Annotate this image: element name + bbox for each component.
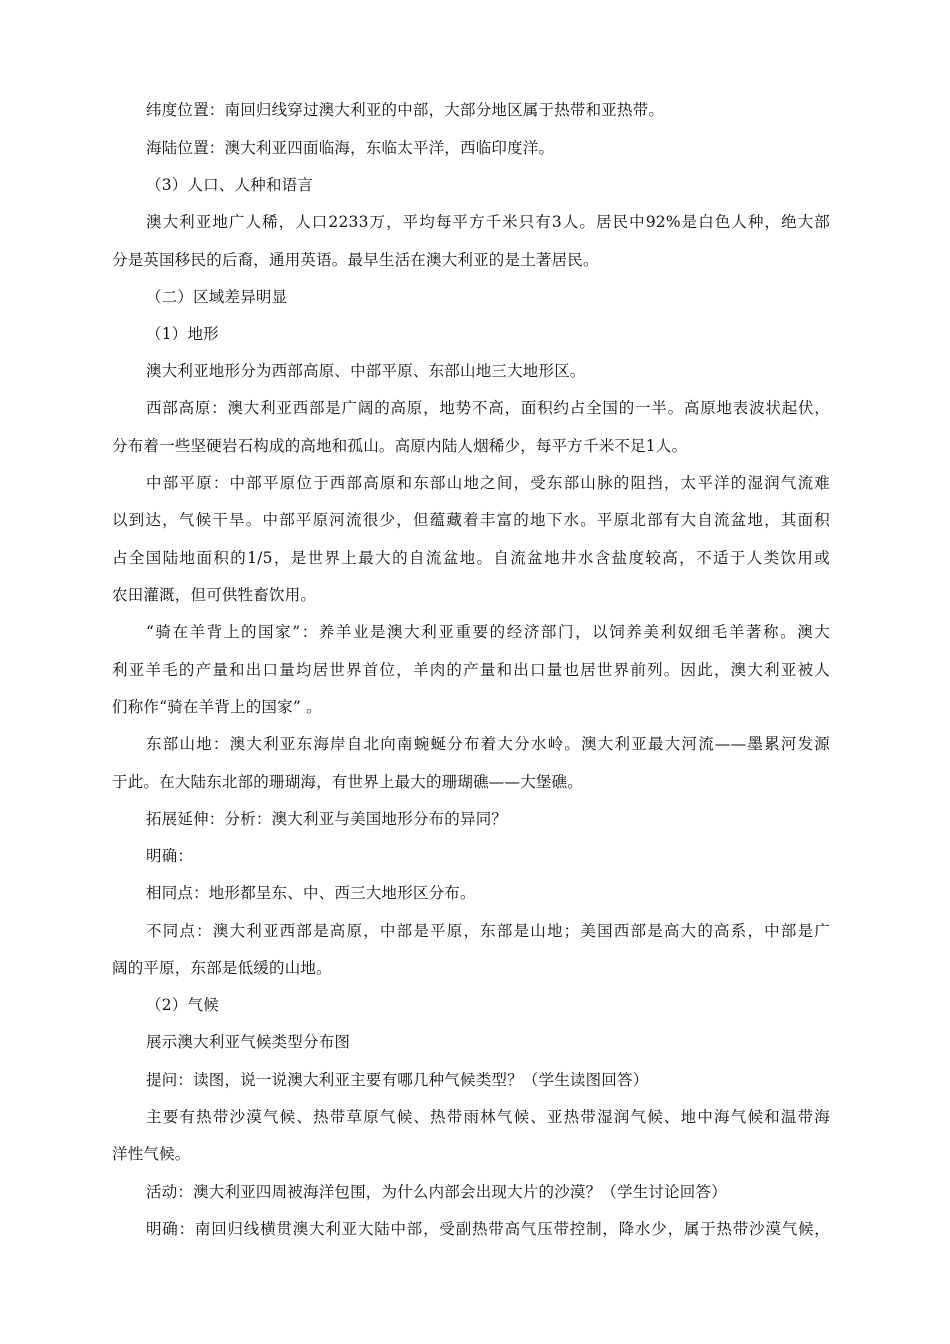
paragraph-line: 中部平原：中部平原位于西部高原和东部山地之间，受东部山脉的阻挡，太平洋的湿润气流难 bbox=[146, 474, 830, 492]
paragraph-line: 分布着一些坚硬岩石构成的高地和孤山。高原内陆人烟稀少，每平方千米不足1人。 bbox=[112, 437, 688, 455]
paragraph-line: 阔的平原，东部是低缓的山地。 bbox=[112, 959, 332, 977]
paragraph-line: 澳大利亚地形分为西部高原、中部平原、东部山地三大地形区。 bbox=[146, 362, 586, 380]
section-heading: （1）地形 bbox=[146, 325, 219, 343]
paragraph-line: 西部高原：澳大利亚西部是广阔的高原，地势不高，面积约占全国的一半。高原地表波状起伏， bbox=[146, 399, 830, 417]
paragraph-line: “骑在羊背上的国家”：养羊业是澳大利亚重要的经济部门，以饲养美利奴细毛羊著称。澳大 bbox=[146, 623, 830, 641]
paragraph-line: 占全国陆地面积的1/5，是世界上最大的自流盆地。自流盆地井水含盐度较高，不适于人类饮用或 bbox=[112, 549, 830, 567]
paragraph-line: 主要有热带沙漠气候、热带草原气候、热带雨林气候、亚热带湿润气候、地中海气候和温带海 bbox=[146, 1108, 830, 1126]
paragraph-line: 洋性气候。 bbox=[112, 1145, 191, 1163]
paragraph-line: 东部山地：澳大利亚东海岸自北向南蜿蜒分布着大分水岭。澳大利亚最大河流——墨累河发源 bbox=[146, 735, 830, 753]
paragraph-line: 拓展延伸：分析：澳大利亚与美国地形分布的异同？ bbox=[146, 810, 508, 828]
section-heading: （二）区域差异明显 bbox=[146, 288, 288, 306]
paragraph-line: 利亚羊毛的产量和出口量均居世界首位，羊肉的产量和出口量也居世界前列。因此，澳大利亚被人 bbox=[112, 661, 830, 679]
paragraph-line: 以到达，气候干旱。中部平原河流很少，但蕴藏着丰富的地下水。平原北部有大自流盆地，其面积 bbox=[112, 511, 830, 529]
paragraph-line: 农田灌溉，但可供牲畜饮用。 bbox=[112, 586, 317, 604]
paragraph-line: 于此。在大陆东北部的珊瑚海，有世界上最大的珊瑚礁——大堡礁。 bbox=[112, 773, 584, 791]
paragraph-line: 展示澳大利亚气候类型分布图 bbox=[146, 1033, 351, 1051]
paragraph-line: 明确：南回归线横贯澳大利亚大陆中部，受副热带高气压带控制，降水少，属于热带沙漠气候， bbox=[146, 1220, 830, 1238]
paragraph-line: 提问：读图，说一说澳大利亚主要有哪几种气候类型？（学生读图回答） bbox=[146, 1071, 649, 1089]
paragraph-line: 活动：澳大利亚四周被海洋包围，为什么内部会出现大片的沙漠？（学生讨论回答） bbox=[146, 1183, 727, 1201]
paragraph-line: 不同点：澳大利亚西部是高原，中部是平原，东部是山地；美国西部是高大的高系，中部是广 bbox=[146, 922, 830, 940]
section-heading: （3）人口、人种和语言 bbox=[146, 176, 314, 194]
paragraph-line: 明确： bbox=[146, 847, 194, 865]
paragraph-line: 纬度位置：南回归线穿过澳大利亚的中部，大部分地区属于热带和亚热带。 bbox=[146, 101, 665, 119]
paragraph-line: 海陆位置：澳大利亚四面临海，东临太平洋，西临印度洋。 bbox=[146, 139, 555, 157]
paragraph-line: 们称作“骑在羊背上的国家” 。 bbox=[112, 698, 322, 716]
paragraph-line: 分是英国移民的后裔，通用英语。最早生活在澳大利亚的是土著居民。 bbox=[112, 251, 599, 269]
section-heading: （2）气候 bbox=[146, 996, 219, 1014]
paragraph-line: 澳大利亚地广人稀，人口2233万，平均每平方千米只有3人。居民中92%是白色人种，绝大部 bbox=[146, 213, 830, 231]
paragraph-line: 相同点：地形都呈东、中、西三大地形区分布。 bbox=[146, 884, 476, 902]
